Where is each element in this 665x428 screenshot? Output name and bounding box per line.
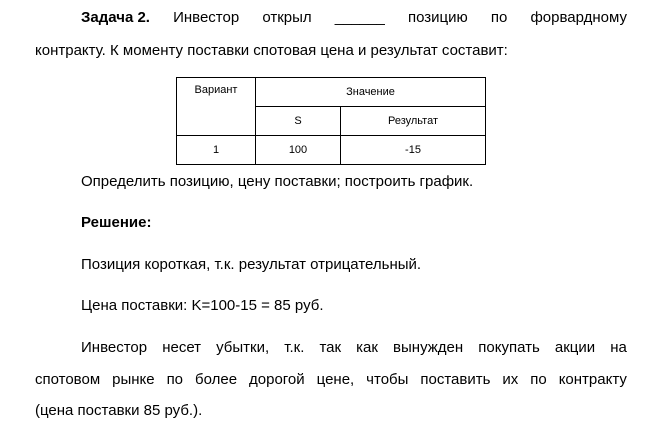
task-line-1 [81,8,627,28]
solution-heading: Решение: [81,214,152,231]
header-result: Результат [341,107,486,136]
cell-s: 100 [256,136,341,165]
task-word: Инвестор [173,9,240,26]
word: контракту [558,371,627,388]
solution-paragraph-3-line-2 [35,370,627,390]
word: их [502,371,519,388]
solution-paragraph-3-line-3: (цена поставки 85 руб.). [35,402,203,419]
word: по [530,371,547,388]
task-label: Задача 2. [81,9,150,26]
header-variant: Вариант [177,78,256,136]
cell-variant: 1 [177,136,256,165]
word: т.к. [284,339,305,356]
word: Инвестор [81,339,148,356]
solution-paragraph-2: Цена поставки: K=100-15 = 85 руб. [81,297,324,314]
word: поставить [420,371,491,388]
question-text: Определить позицию, цену поставки; построить график. [81,173,474,190]
solution-paragraph-3-line-1 [81,338,627,358]
task-blank: ______ [334,9,385,26]
cell-result: -15 [341,136,486,165]
word: убытки, [216,339,270,356]
task-word: по [490,9,508,26]
word: более [195,371,238,388]
word: спотовом [35,371,101,388]
solution-paragraph-1: Позиция короткая, т.к. результат отрицательный. [81,256,422,273]
word: несет [162,339,202,356]
task-word: открыл [262,9,312,26]
task-line-2: контракту. К моменту поставки спотовая цена и результат составит: [35,42,508,59]
word: по [166,371,184,388]
word: вынужден [393,339,464,356]
word: дорогой [249,371,305,388]
word: акции [554,339,596,356]
word: так [319,339,342,356]
header-s: S [256,107,341,136]
word: цене, [316,371,355,388]
word: покупать [478,339,540,356]
word: рынке [112,371,155,388]
word: на [610,339,627,356]
word: как [356,339,378,356]
task-word: форвардному [530,9,627,26]
header-value: Значение [256,78,486,107]
data-table [176,77,486,165]
task-word: позицию [407,9,468,26]
word: чтобы [366,371,409,388]
